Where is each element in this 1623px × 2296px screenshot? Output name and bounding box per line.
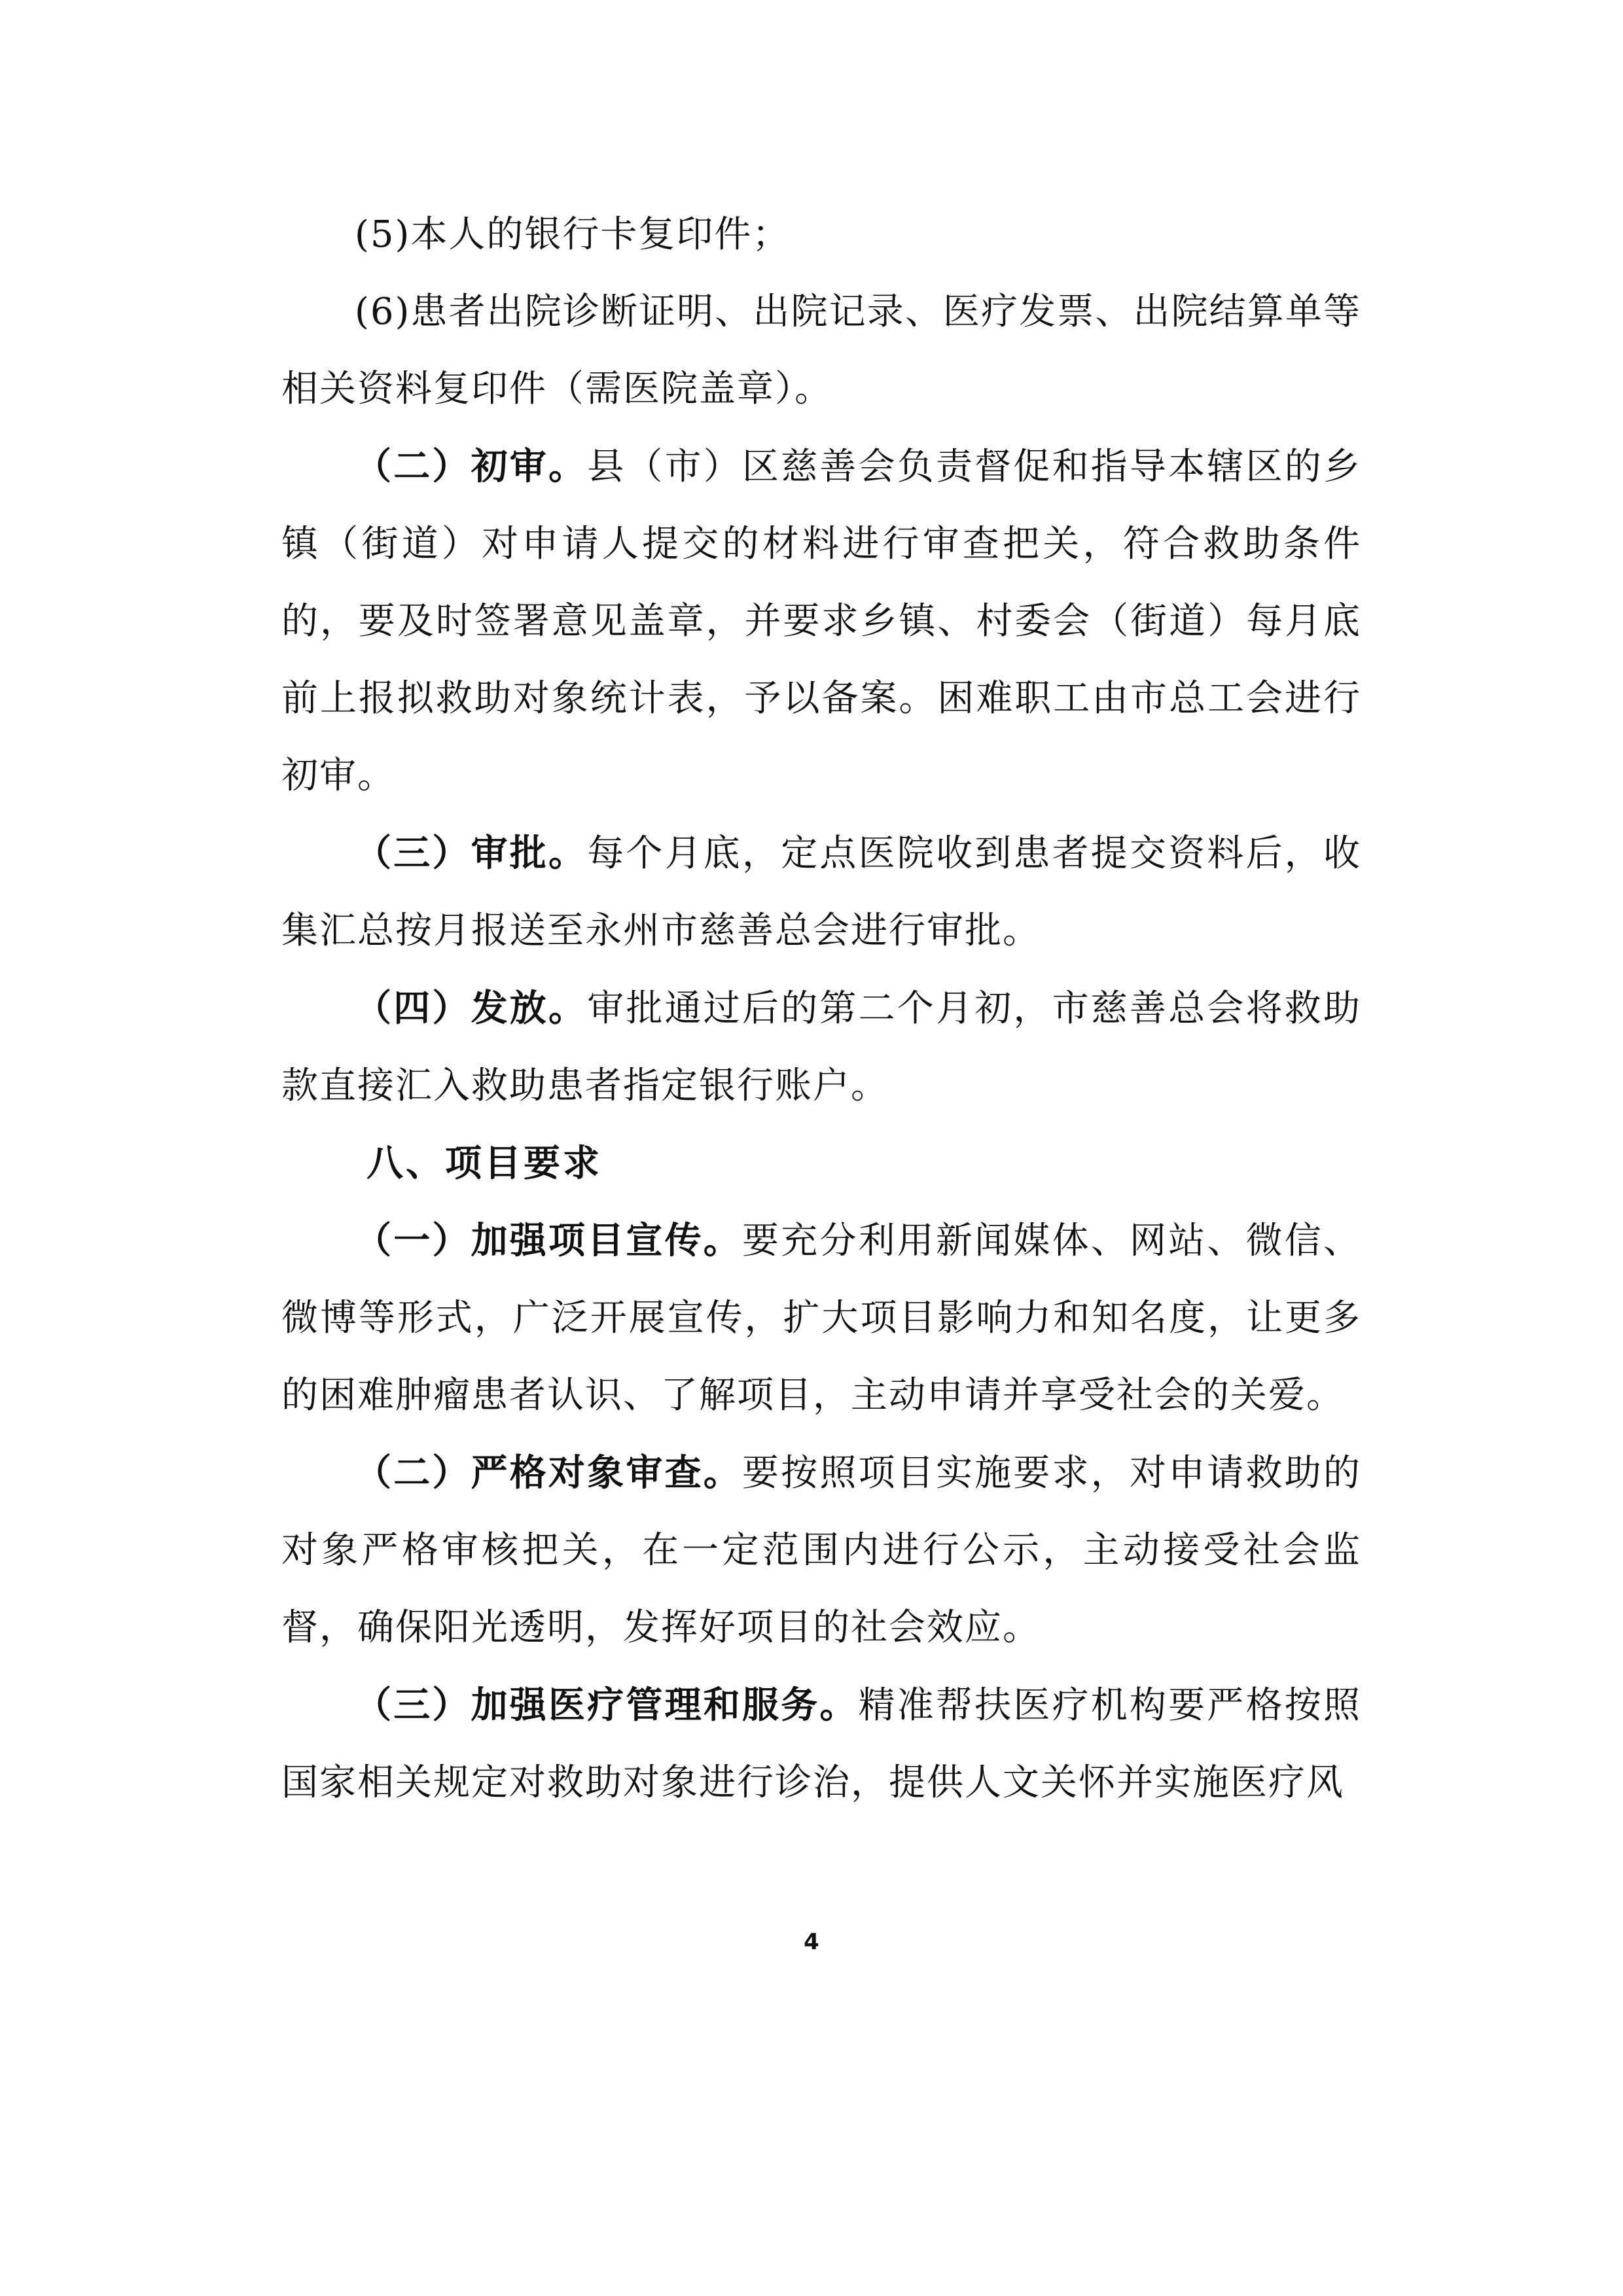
section-heading: （一）加强项目宣传。: [355, 1219, 742, 1262]
section-heading: （三）审批。: [355, 832, 588, 875]
section-body: 每个月底，定点医院收到患者提交资料后，收集汇总按月报送至永州市慈善总会进行审批。: [281, 832, 1362, 952]
section-approval: [281, 815, 1361, 970]
section-body: 县（市）区慈善会负责督促和指导本辖区的乡镇（街道）对申请人提交的材料进行审查把关，符合救助条件的，要及时签署意见盖章，并要求乡镇、村委会（街道）每月底前上报拟救助对象统计表，予以备案。困难职工由市总工会进行初审。: [281, 446, 1362, 797]
list-item-text: (6)患者出院诊断证明、出院记录、医疗发票、出院结算单等相关资料复印件（需医院盖章）。: [281, 291, 1361, 410]
section-heading: （三）加强医疗管理和服务。: [355, 1684, 859, 1727]
section-body: 要充分利用新闻媒体、网站、微信、微博等形式，广泛开展宣传，扩大项目影响力和知名度，让更多的困难肿瘤患者认识、了解项目，主动申请并享受社会的关爱。: [281, 1220, 1361, 1417]
section-medical-management: [281, 1667, 1361, 1822]
list-item-6: [281, 274, 1361, 428]
section-heading: （二）严格对象审查。: [355, 1451, 742, 1494]
document-body: [281, 196, 1361, 1822]
section-publicity: [281, 1202, 1361, 1434]
chapter-heading: 八、项目要求: [366, 1142, 602, 1185]
section-disbursement: [281, 970, 1361, 1125]
section-body: 审批通过后的第二个月初，市慈善总会将救助款直接汇入救助患者指定银行账户。: [281, 987, 1362, 1107]
section-eligibility-review: [281, 1434, 1361, 1667]
section-preliminary-review: [281, 428, 1361, 815]
page-number: 4: [804, 1929, 819, 1955]
section-body: 要按照项目实施要求，对申请救助的对象严格审核把关，在一定范围内进行公示，主动接受社会监督，确保阳光透明，发挥好项目的社会效应。: [281, 1452, 1361, 1649]
list-item-5: [281, 196, 1361, 274]
list-item-text: (5)本人的银行卡复印件；: [355, 213, 791, 256]
section-heading: （二）初审。: [355, 445, 588, 488]
section-body: 精准帮扶医疗机构要严格按照国家相关规定对救助对象进行诊治，提供人文关怀并实施医疗风: [281, 1684, 1362, 1804]
section-heading: （四）发放。: [355, 987, 588, 1030]
